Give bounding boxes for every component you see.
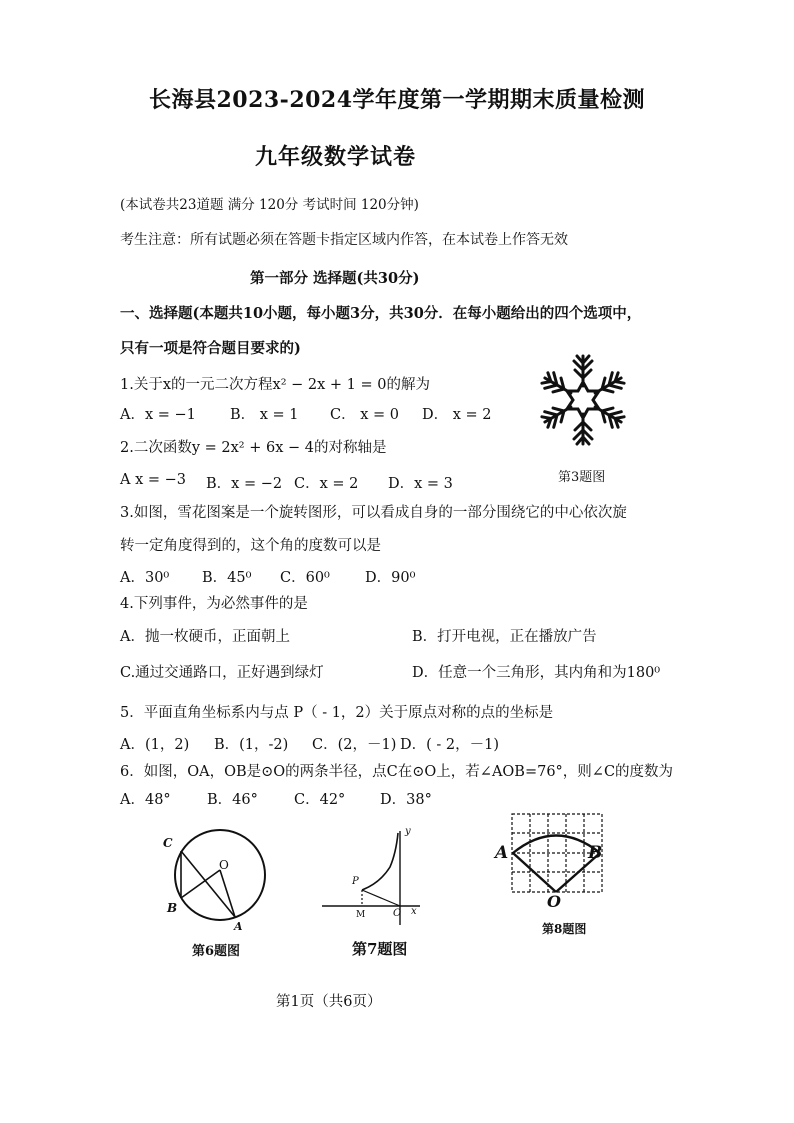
q3-line2: 转一定角度得到的，这个角的度数可以是 — [120, 538, 381, 554]
fig8-label-b: B — [588, 843, 603, 863]
section-instruction-2: 只有一项是符合题目要求的) — [120, 340, 301, 357]
q6-option-c: C．42° — [294, 792, 346, 808]
q2-option-b: B．x = −2 — [206, 476, 283, 492]
fig7-caption: 第7题图 — [352, 940, 408, 958]
q4-option-b: B．打开电视，正在播放广告 — [412, 629, 597, 645]
exam-notice: 考生注意：所有试题必须在答题卡指定区域内作答，在本试卷上作答无效 — [120, 232, 568, 248]
q5-option-d: D．( - 2，－1) — [400, 737, 500, 753]
fig7-graph — [318, 825, 428, 935]
fig7-label-y: y — [405, 826, 411, 837]
exam-subtitle: 九年级数学试卷 — [255, 144, 417, 170]
fig6-caption: 第6题图 — [192, 944, 241, 959]
fig8-caption: 第8题图 — [542, 922, 587, 936]
fig6-label-b: B — [167, 901, 178, 915]
page-number: 第1页（共6页） — [276, 994, 382, 1010]
q3-option-b: B．45⁰ — [202, 570, 252, 586]
fig7-label-x: x — [411, 906, 417, 917]
q5-option-b: B．(1，-2) — [214, 737, 289, 753]
q3-line1: 3.如图，雪花图案是一个旋转图形，可以看成自身的一部分围绕它的中心依次旋 — [120, 505, 627, 521]
q6-option-b: B．46° — [207, 792, 258, 808]
q1-option-d: D． x = 2 — [422, 407, 492, 423]
fig8-label-a: A — [495, 843, 509, 863]
fig7-label-p: P — [352, 876, 359, 887]
q3-option-d: D．90⁰ — [365, 570, 416, 586]
section-instruction-1: 一、选择题(本题共10小题，每小题3分，共30分．在每小题给出的四个选项中， — [120, 305, 642, 322]
exam-title: 长海县2023-2024学年度第一学期期末质量检测 — [148, 87, 646, 113]
q4-option-c: C.通过交通路口，正好遇到绿灯 — [120, 665, 324, 681]
q6-option-d: D．38° — [380, 792, 432, 808]
q2-stem: 2.二次函数y = 2x² + 6x − 4的对称轴是 — [120, 440, 387, 456]
q4-option-d: D．任意一个三角形，其内角和为180⁰ — [412, 665, 661, 681]
fig7-label-m: M — [356, 910, 366, 920]
q1-stem: 1.关于x的一元二次方程x² − 2x + 1 = 0的解为 — [120, 377, 430, 393]
q5-option-c: C．(2，－1) — [312, 737, 397, 753]
fig7-label-o: O — [393, 908, 402, 919]
fig6-label-c: C — [163, 836, 173, 850]
q1-option-b: B． x = 1 — [230, 407, 299, 423]
q2-option-a: A x = −3 — [120, 472, 187, 488]
exam-info: (本试卷共23道题 满分 120分 考试时间 120分钟) — [120, 197, 419, 213]
q6-stem: 6．如图，OA，OB是⊙O的两条半径，点C在⊙O上，若∠AOB=76°，则∠C的度数为 — [120, 764, 674, 780]
part-heading: 第一部分 选择题(共30分) — [250, 270, 420, 287]
fig6-circle-diagram — [165, 820, 275, 930]
q3-option-c: C．60⁰ — [280, 570, 330, 586]
fig8-label-o: O — [547, 892, 561, 911]
q2-option-d: D．x = 3 — [388, 476, 453, 492]
q1-option-c: C． x = 0 — [330, 407, 399, 423]
q5-stem: 5．平面直角坐标系内与点 P（ - 1，2）关于原点对称的点的坐标是 — [120, 705, 554, 721]
q4-option-a: A．抛一枚硬币，正面朝上 — [120, 629, 290, 645]
fig6-label-o: O — [219, 858, 229, 872]
fig3-caption: 第3题图 — [558, 470, 606, 485]
q5-option-a: A．(1，2) — [120, 737, 190, 753]
q2-option-c: C．x = 2 — [294, 476, 359, 492]
snowflake-figure — [528, 350, 638, 450]
q6-option-a: A．48° — [120, 792, 171, 808]
fig6-label-a: A — [234, 920, 243, 933]
q3-option-a: A．30⁰ — [120, 570, 170, 586]
q1-option-a: A．x = −1 — [120, 407, 196, 423]
q4-stem: 4.下列事件，为必然事件的是 — [120, 596, 308, 612]
